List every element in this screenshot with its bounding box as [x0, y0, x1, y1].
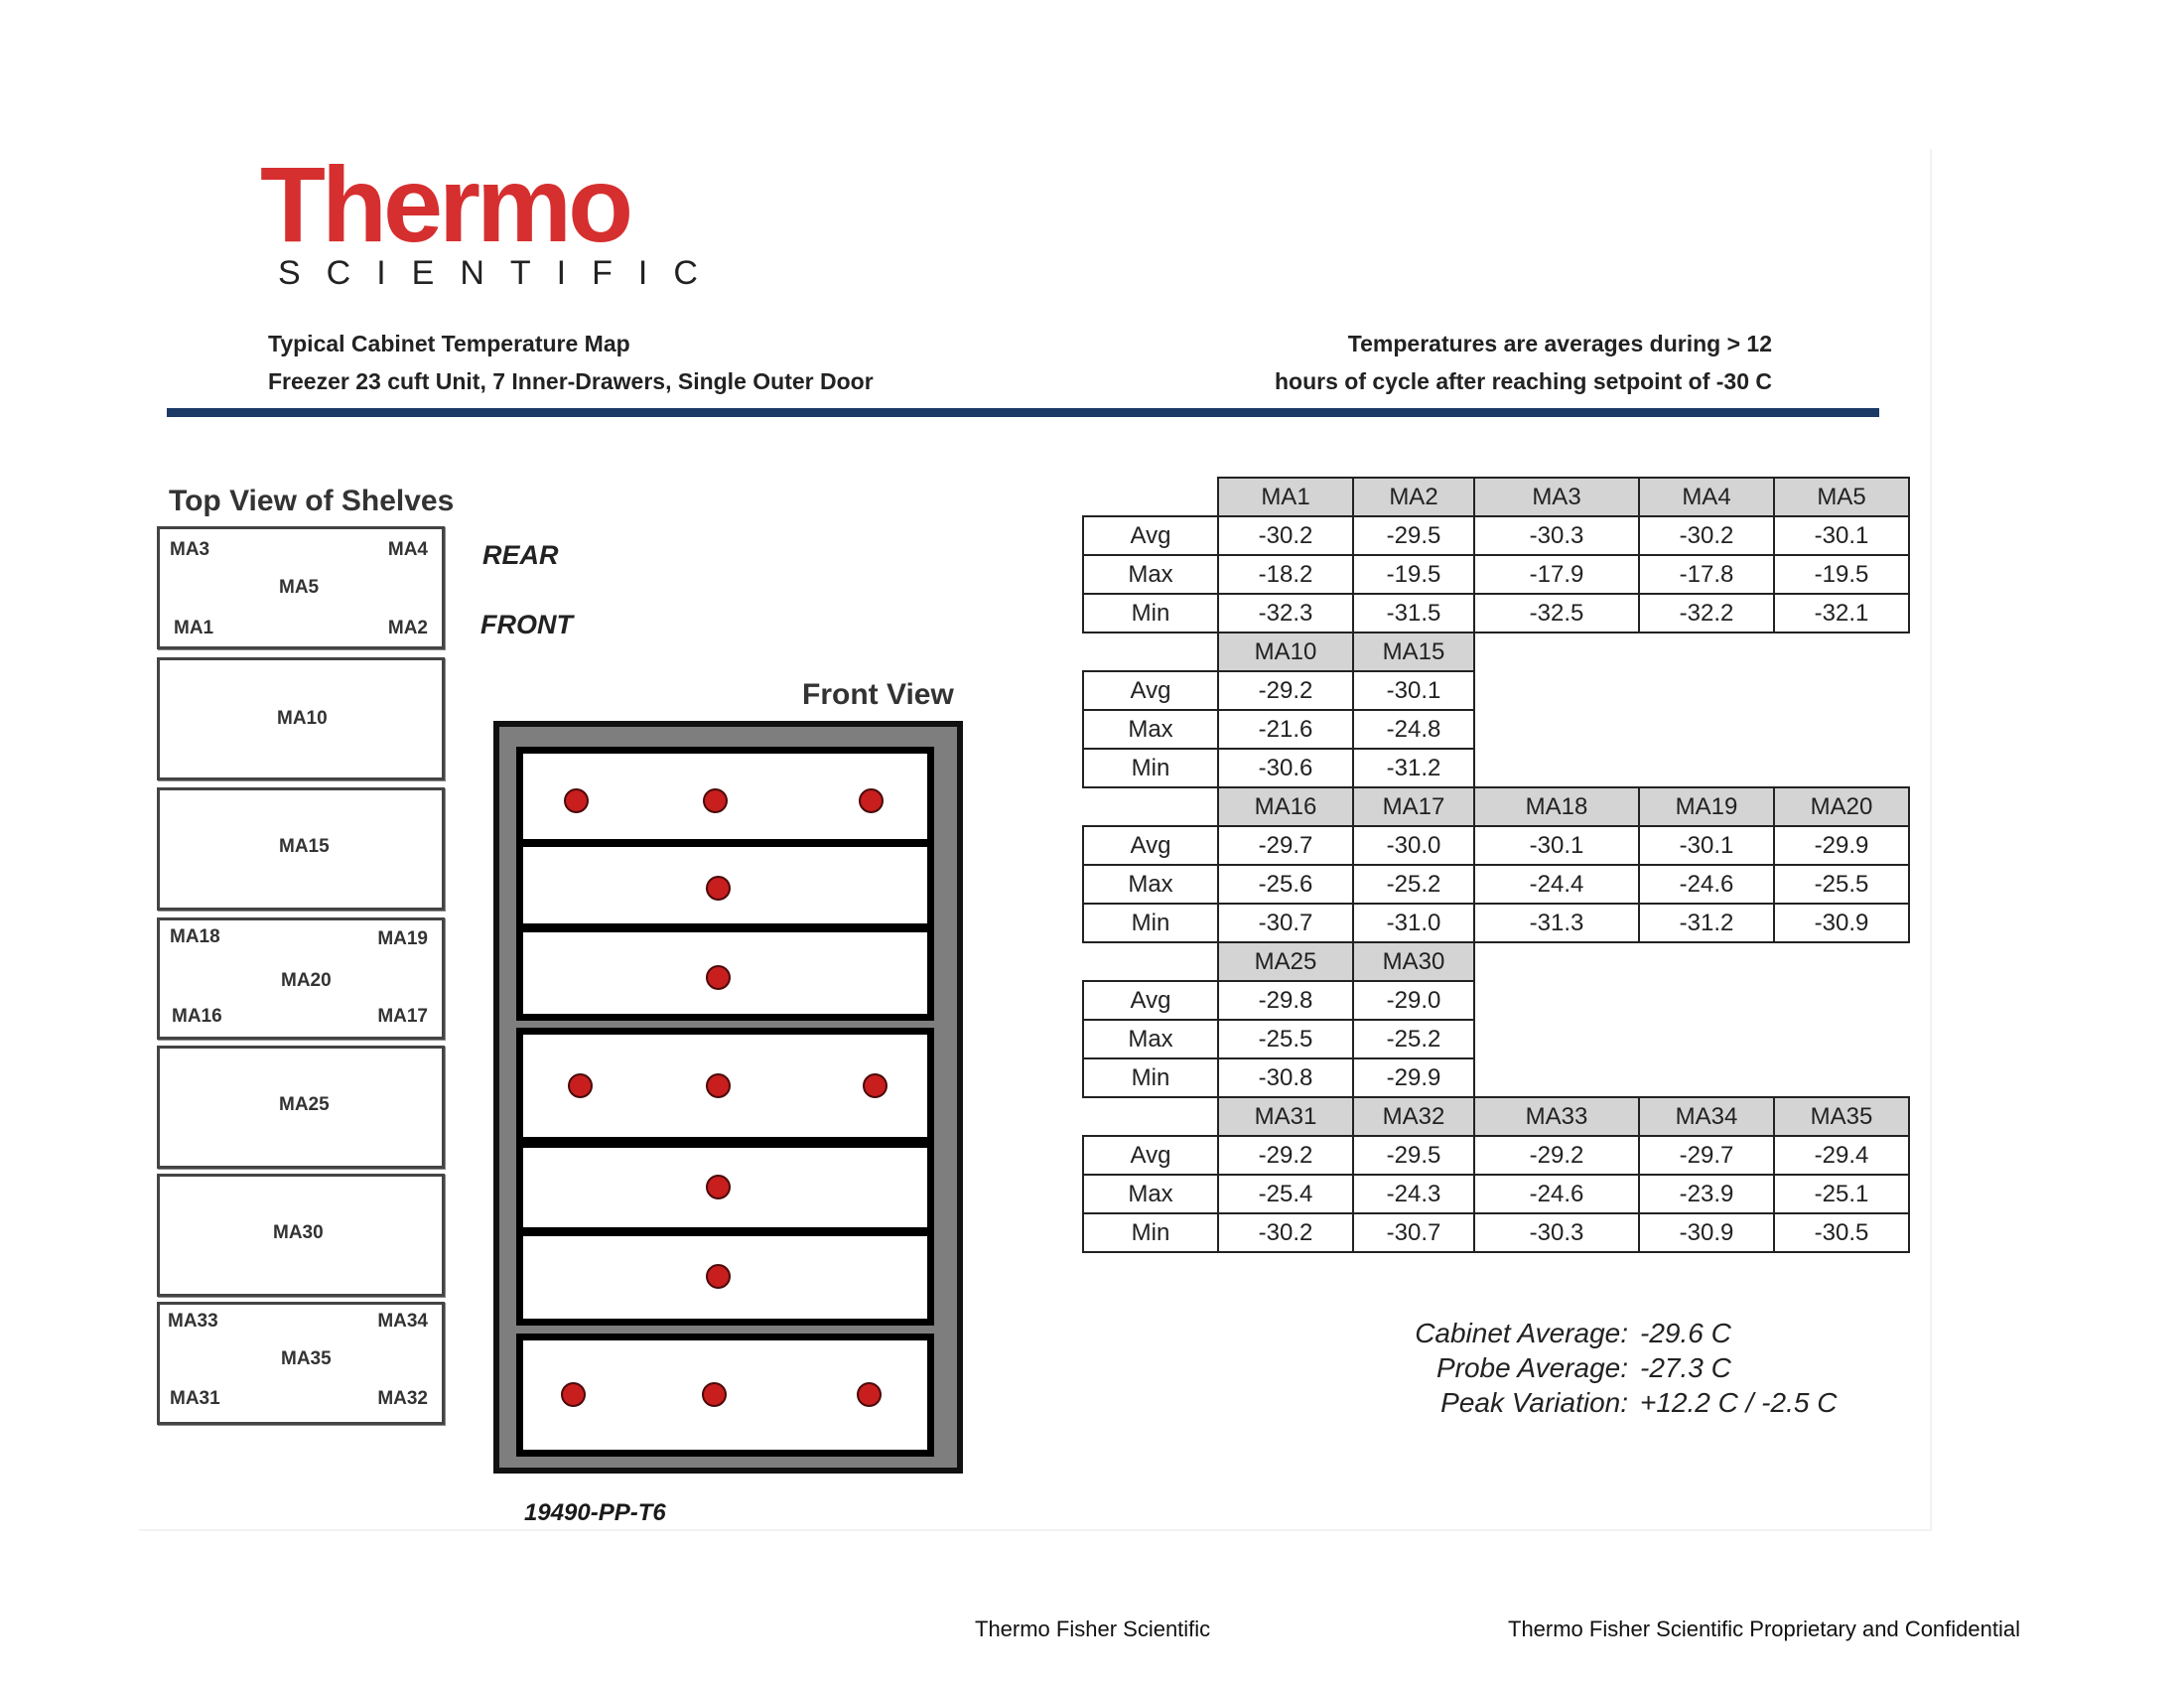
table-header-cell: MA15	[1353, 633, 1474, 671]
shelf-label: MA5	[279, 577, 320, 598]
table-header-row	[1083, 787, 1909, 826]
table-header-cell: MA25	[1218, 942, 1353, 981]
table-cell: -21.6	[1218, 710, 1353, 749]
shelf-1	[157, 526, 445, 649]
table-header-cell: MA33	[1474, 1097, 1639, 1136]
probe-dot-ma4	[859, 788, 884, 813]
rear-label: REAR	[482, 540, 559, 570]
row-label: Max	[1083, 865, 1218, 904]
front-view-title: Front View	[802, 678, 954, 711]
row-label: Max	[1083, 1020, 1218, 1058]
table-cell: -23.9	[1639, 1175, 1774, 1213]
header-right	[1275, 325, 1772, 400]
probe-dot-ma18	[568, 1073, 593, 1098]
cabinet-average-label: Cabinet Average:	[1415, 1318, 1628, 1348]
table-cell: -30.7	[1218, 904, 1353, 942]
table-header-cell: MA17	[1353, 787, 1474, 826]
probe-average-value: -27.3 C	[1640, 1352, 1731, 1383]
table-cell: -25.2	[1353, 865, 1474, 904]
table-row	[1083, 826, 1909, 865]
row-label: Min	[1083, 594, 1218, 633]
header-subtitle: Freezer 23 cuft Unit, 7 Inner-Drawers, Single Outer Door	[268, 368, 874, 394]
peak-variation-value: +12.2 C / -2.5 C	[1640, 1387, 1838, 1418]
shelf-label: MA25	[279, 1094, 330, 1115]
table-cell: -32.2	[1639, 594, 1774, 633]
shelf-4	[157, 917, 445, 1040]
header-rule	[167, 408, 1879, 417]
table-header-cell: MA2	[1353, 478, 1474, 516]
table-cell: -29.9	[1353, 1058, 1474, 1097]
shelf-label: MA34	[377, 1311, 428, 1332]
shelf-3	[157, 787, 445, 911]
top-view-title: Top View of Shelves	[169, 485, 455, 517]
table-cell: -31.3	[1474, 904, 1639, 942]
row-label: Max	[1083, 1175, 1218, 1213]
front-label: FRONT	[480, 610, 573, 639]
table-cell: -31.0	[1353, 904, 1474, 942]
summary-block	[1320, 1316, 1837, 1420]
shelf-label: MA18	[170, 926, 220, 947]
table-cell: -30.2	[1218, 516, 1353, 555]
probe-average-label: Probe Average:	[1435, 1352, 1628, 1383]
table-cell: -30.3	[1474, 1213, 1639, 1252]
probe-dot-ma30	[706, 1264, 731, 1289]
logo-brand: Thermo	[260, 144, 630, 264]
table-cell: -29.7	[1639, 1136, 1774, 1175]
table-cell: -17.9	[1474, 555, 1639, 594]
probe-dot-ma34	[857, 1382, 882, 1407]
peak-variation-label: Peak Variation:	[1440, 1387, 1628, 1418]
table-header-cell: MA1	[1218, 478, 1353, 516]
table-cell: -30.6	[1218, 749, 1353, 787]
table-header-cell: MA5	[1774, 478, 1909, 516]
table-cell: -29.9	[1774, 826, 1909, 865]
footer-company: Thermo Fisher Scientific	[975, 1617, 1211, 1641]
table-header-cell: MA30	[1353, 942, 1474, 981]
row-label: Min	[1083, 1058, 1218, 1097]
table-cell: -29.2	[1218, 1136, 1353, 1175]
table-row	[1083, 710, 1909, 749]
probe-dot-ma3	[564, 788, 589, 813]
logo-subtitle: SCIENTIFIC	[278, 254, 724, 292]
table-cell: -31.2	[1353, 749, 1474, 787]
table-cell: -29.2	[1218, 671, 1353, 710]
probe-average-line	[1320, 1350, 1837, 1385]
table-header-cell: MA4	[1639, 478, 1774, 516]
shelf-6	[157, 1174, 445, 1297]
shelf-2	[157, 657, 445, 780]
table-cell: -30.0	[1353, 826, 1474, 865]
cabinet-average-line	[1320, 1316, 1837, 1350]
table-row	[1083, 981, 1909, 1020]
part-number: 19490-PP-T6	[524, 1499, 666, 1526]
table-cell: -25.5	[1218, 1020, 1353, 1058]
table-cell: -29.8	[1218, 981, 1353, 1020]
table-row	[1083, 904, 1909, 942]
table-header-cell: MA34	[1639, 1097, 1774, 1136]
shelf-label: MA3	[170, 539, 210, 560]
table-cell: -32.5	[1474, 594, 1639, 633]
table-header-cell: MA35	[1774, 1097, 1909, 1136]
shelf-7	[157, 1302, 445, 1425]
table-cell: -30.8	[1218, 1058, 1353, 1097]
probe-dot-ma10	[706, 876, 731, 901]
header-title: Typical Cabinet Temperature Map	[268, 331, 630, 356]
table-cell: -19.5	[1774, 555, 1909, 594]
table-cell: -29.2	[1474, 1136, 1639, 1175]
shelf-label: MA19	[377, 928, 428, 949]
table-cell: -30.1	[1474, 826, 1639, 865]
shelf-label: MA32	[377, 1388, 428, 1409]
row-label: Avg	[1083, 516, 1218, 555]
table-cell: -19.5	[1353, 555, 1474, 594]
table-cell: -29.5	[1353, 516, 1474, 555]
shelf-label: MA17	[377, 1006, 428, 1027]
table-cell: -30.9	[1639, 1213, 1774, 1252]
probe-dot-ma35	[702, 1382, 727, 1407]
table-cell: -30.3	[1474, 516, 1639, 555]
table-header-cell: MA16	[1218, 787, 1353, 826]
table-cell: -24.3	[1353, 1175, 1474, 1213]
table-header-row	[1083, 942, 1909, 981]
table-header-cell: MA32	[1353, 1097, 1474, 1136]
row-label: Min	[1083, 904, 1218, 942]
table-cell: -24.8	[1353, 710, 1474, 749]
table-cell: -29.5	[1353, 1136, 1474, 1175]
table-cell: -30.5	[1774, 1213, 1909, 1252]
row-label: Avg	[1083, 671, 1218, 710]
row-label: Max	[1083, 555, 1218, 594]
table-row	[1083, 1213, 1909, 1252]
table-cell: -25.1	[1774, 1175, 1909, 1213]
shelf-label: MA16	[172, 1006, 222, 1027]
table-cell: -24.4	[1474, 865, 1639, 904]
header-left	[268, 325, 874, 400]
table-cell: -18.2	[1218, 555, 1353, 594]
table-cell: -30.1	[1639, 826, 1774, 865]
shelf-label: MA20	[281, 970, 332, 991]
cabinet-average-value: -29.6 C	[1640, 1318, 1731, 1348]
page-edge-bottom	[139, 1529, 1932, 1531]
table-cell: -25.4	[1218, 1175, 1353, 1213]
table-cell: -24.6	[1639, 865, 1774, 904]
shelf-label: MA33	[168, 1311, 218, 1332]
row-label: Avg	[1083, 981, 1218, 1020]
shelf-label: MA10	[277, 708, 328, 729]
row-label: Avg	[1083, 1136, 1218, 1175]
table-cell: -32.3	[1218, 594, 1353, 633]
shelf-label: MA15	[279, 836, 330, 857]
row-label: Min	[1083, 749, 1218, 787]
table-row	[1083, 865, 1909, 904]
table-cell: -32.1	[1774, 594, 1909, 633]
table-row	[1083, 594, 1909, 633]
table-header-row	[1083, 478, 1909, 516]
table-header-row	[1083, 633, 1909, 671]
table-cell: -30.1	[1353, 671, 1474, 710]
probe-dot-ma20	[706, 1073, 731, 1098]
shelf-label: MA31	[170, 1388, 220, 1409]
table-header-row	[1083, 1097, 1909, 1136]
probe-dot-ma19	[863, 1073, 887, 1098]
table-row	[1083, 1020, 1909, 1058]
table-row	[1083, 516, 1909, 555]
table-row	[1083, 1175, 1909, 1213]
table-cell: -30.1	[1774, 516, 1909, 555]
shelf-label: MA1	[174, 618, 214, 638]
table-header-cell: MA3	[1474, 478, 1639, 516]
shelf-label: MA2	[387, 618, 428, 638]
table-cell: -17.8	[1639, 555, 1774, 594]
table-row	[1083, 1136, 1909, 1175]
table-cell: -31.2	[1639, 904, 1774, 942]
row-label: Avg	[1083, 826, 1218, 865]
table-header-cell: MA31	[1218, 1097, 1353, 1136]
footer-confidential: Thermo Fisher Scientific Proprietary and Confidential	[1508, 1617, 2021, 1641]
header-note-line1: Temperatures are averages during > 12	[1347, 331, 1772, 356]
temperature-table	[1082, 477, 1910, 1253]
table-cell: -29.4	[1774, 1136, 1909, 1175]
table-cell: -25.5	[1774, 865, 1909, 904]
table-cell: -30.7	[1353, 1213, 1474, 1252]
probe-dot-ma5	[703, 788, 728, 813]
page-edge-right	[1930, 149, 1932, 1529]
table-header-cell: MA18	[1474, 787, 1639, 826]
table-row	[1083, 749, 1909, 787]
table-header-cell: MA19	[1639, 787, 1774, 826]
peak-variation-line	[1320, 1385, 1837, 1420]
table-row	[1083, 671, 1909, 710]
table-cell: -29.0	[1353, 981, 1474, 1020]
shelf-5	[157, 1046, 445, 1169]
probe-dot-ma25	[706, 1175, 731, 1199]
table-cell: -25.2	[1353, 1020, 1474, 1058]
header-note-line2: hours of cycle after reaching setpoint of -30 C	[1275, 368, 1772, 394]
shelf-label: MA4	[387, 539, 428, 560]
table-cell: -30.9	[1774, 904, 1909, 942]
table-row	[1083, 555, 1909, 594]
table-header-cell: MA10	[1218, 633, 1353, 671]
probe-dot-ma15	[706, 965, 731, 990]
row-label: Min	[1083, 1213, 1218, 1252]
table-header-cell: MA20	[1774, 787, 1909, 826]
table-cell: -24.6	[1474, 1175, 1639, 1213]
shelf-label: MA30	[273, 1222, 324, 1243]
probe-dot-ma33	[561, 1382, 586, 1407]
table-cell: -25.6	[1218, 865, 1353, 904]
table-cell: -31.5	[1353, 594, 1474, 633]
table-row	[1083, 1058, 1909, 1097]
table-cell: -30.2	[1639, 516, 1774, 555]
row-label: Max	[1083, 710, 1218, 749]
table-cell: -30.2	[1218, 1213, 1353, 1252]
table-cell: -29.7	[1218, 826, 1353, 865]
shelf-label: MA35	[281, 1348, 332, 1369]
